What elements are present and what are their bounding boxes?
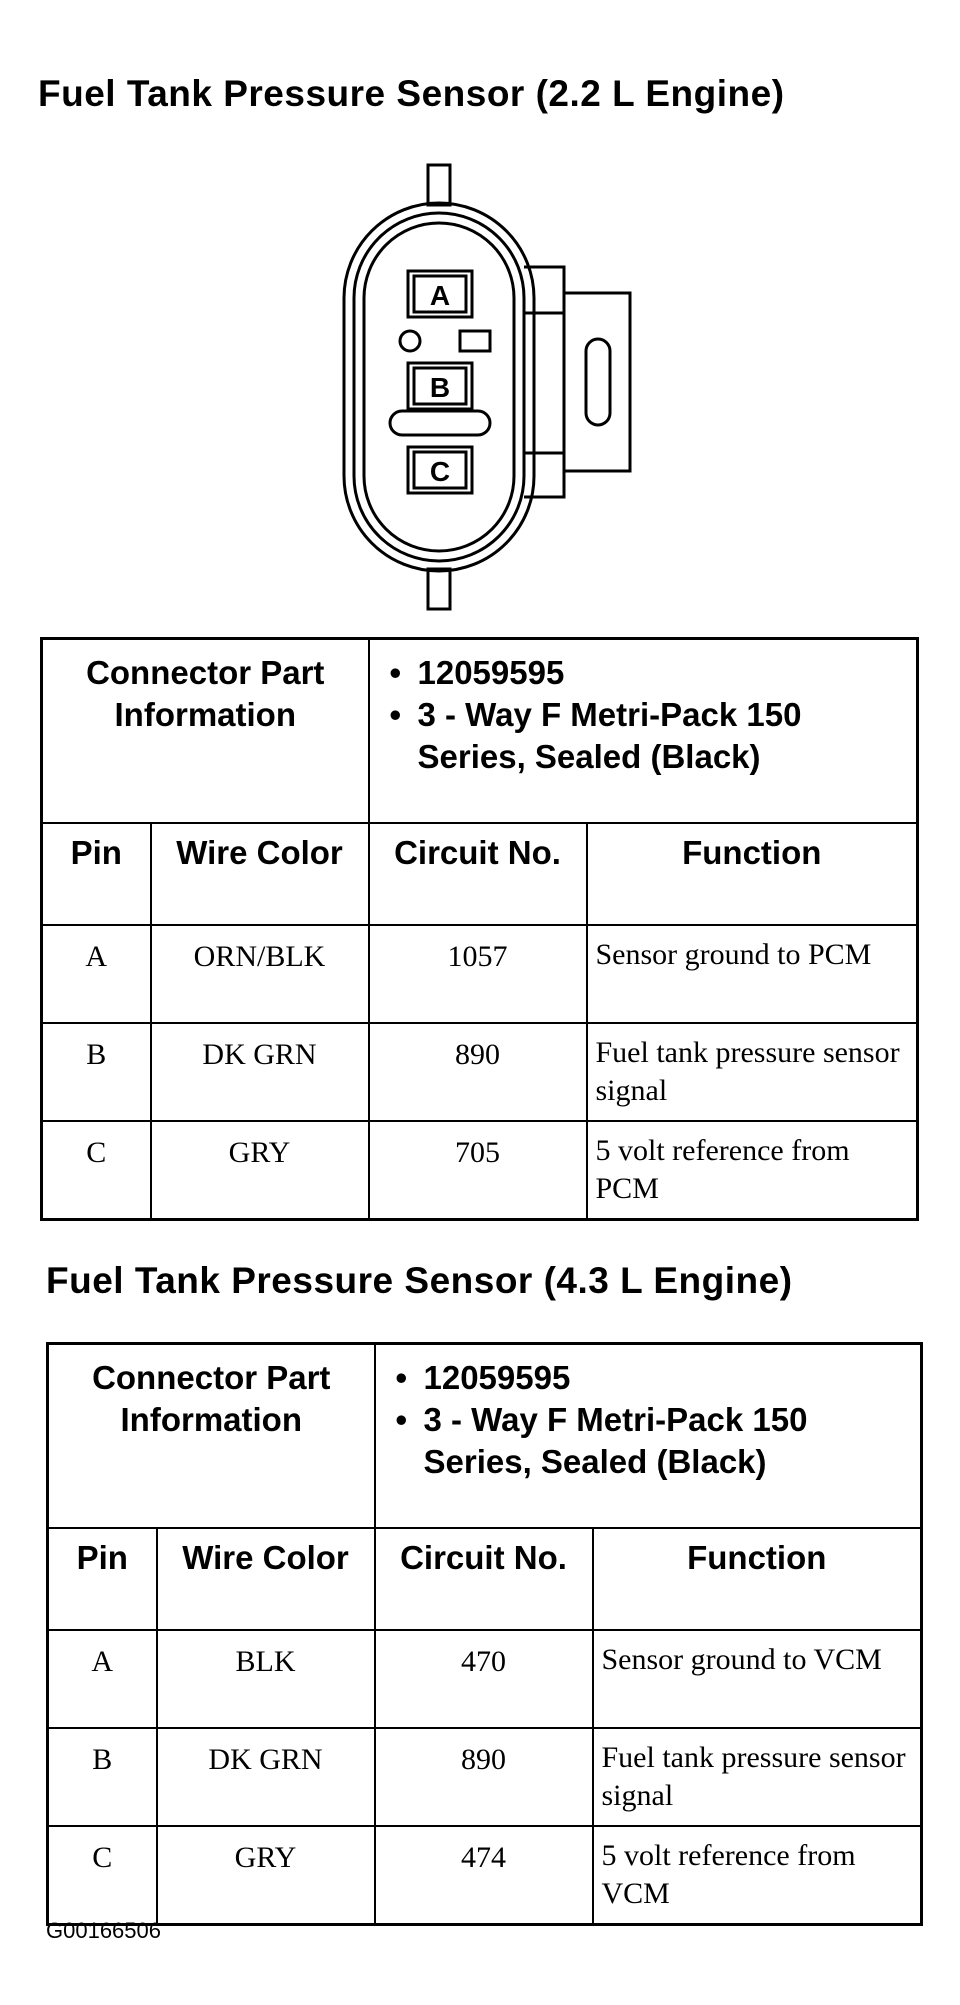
part-number: • 12059595 <box>424 1357 921 1399</box>
circuit-cell: 705 <box>369 1121 587 1220</box>
function-cell: Fuel tank pressure sensor signal <box>587 1023 918 1121</box>
circuit-cell: 474 <box>375 1826 593 1925</box>
header-wire-color: Wire Color <box>157 1528 375 1630</box>
connector-part-info <box>369 639 918 824</box>
wire-color-cell: BLK <box>157 1630 375 1728</box>
pin-label-b: B <box>429 372 451 403</box>
table-row <box>42 925 918 1023</box>
header-wire-color: Wire Color <box>151 823 369 925</box>
header-row <box>48 1528 922 1630</box>
table-row <box>48 1826 922 1925</box>
figure-id: G00166506 <box>46 1918 161 1943</box>
header-pin: Pin <box>42 823 151 925</box>
header-function: Function <box>587 823 918 925</box>
pin-cell: B <box>42 1023 151 1121</box>
header-row <box>42 823 918 925</box>
section-title-4-3l: Fuel Tank Pressure Sensor (4.3 L Engine) <box>46 1260 793 1301</box>
pin-label-a: A <box>429 280 451 311</box>
table-row <box>42 1023 918 1121</box>
pinout-table-2-2l <box>40 637 919 1221</box>
wire-color-cell: ORN/BLK <box>151 925 369 1023</box>
circuit-cell: 890 <box>369 1023 587 1121</box>
connector-part-label: Connector Part Information <box>48 1344 375 1529</box>
header-circuit-no: Circuit No. <box>375 1528 593 1630</box>
function-cell: Sensor ground to VCM <box>593 1630 922 1728</box>
section-title-2-2l: Fuel Tank Pressure Sensor (2.2 L Engine) <box>38 73 785 114</box>
pin-cell: A <box>48 1630 157 1728</box>
part-number: • 12059595 <box>418 652 917 694</box>
part-description: • 3 - Way F Metri-Pack 150 Series, Sealed (Black) <box>418 694 917 778</box>
pin-cell: C <box>42 1121 151 1220</box>
function-cell: 5 volt reference from PCM <box>587 1121 918 1220</box>
function-cell: Fuel tank pressure sensor signal <box>593 1728 922 1826</box>
table-row <box>42 1121 918 1220</box>
pinout-table-4-3l <box>46 1342 923 1926</box>
table-row <box>48 1630 922 1728</box>
circuit-cell: 1057 <box>369 925 587 1023</box>
pin-cell: A <box>42 925 151 1023</box>
pin-cell: B <box>48 1728 157 1826</box>
circuit-cell: 470 <box>375 1630 593 1728</box>
wire-color-cell: DK GRN <box>157 1728 375 1826</box>
function-cell: 5 volt reference from VCM <box>593 1826 922 1925</box>
table-row <box>48 1728 922 1826</box>
wire-color-cell: GRY <box>151 1121 369 1220</box>
header-pin: Pin <box>48 1528 157 1630</box>
connector-part-label: Connector Part Information <box>42 639 369 824</box>
pin-cell: C <box>48 1826 157 1925</box>
function-cell: Sensor ground to PCM <box>587 925 918 1023</box>
connector-info-row <box>42 639 918 824</box>
pin-label-c: C <box>429 456 451 487</box>
connector-info-row <box>48 1344 922 1529</box>
wire-color-cell: GRY <box>157 1826 375 1925</box>
header-function: Function <box>593 1528 922 1630</box>
part-description: • 3 - Way F Metri-Pack 150 Series, Sealed (Black) <box>424 1399 921 1483</box>
wire-color-cell: DK GRN <box>151 1023 369 1121</box>
header-circuit-no: Circuit No. <box>369 823 587 925</box>
circuit-cell: 890 <box>375 1728 593 1826</box>
connector-face-diagram <box>330 163 650 613</box>
connector-part-info <box>375 1344 922 1529</box>
